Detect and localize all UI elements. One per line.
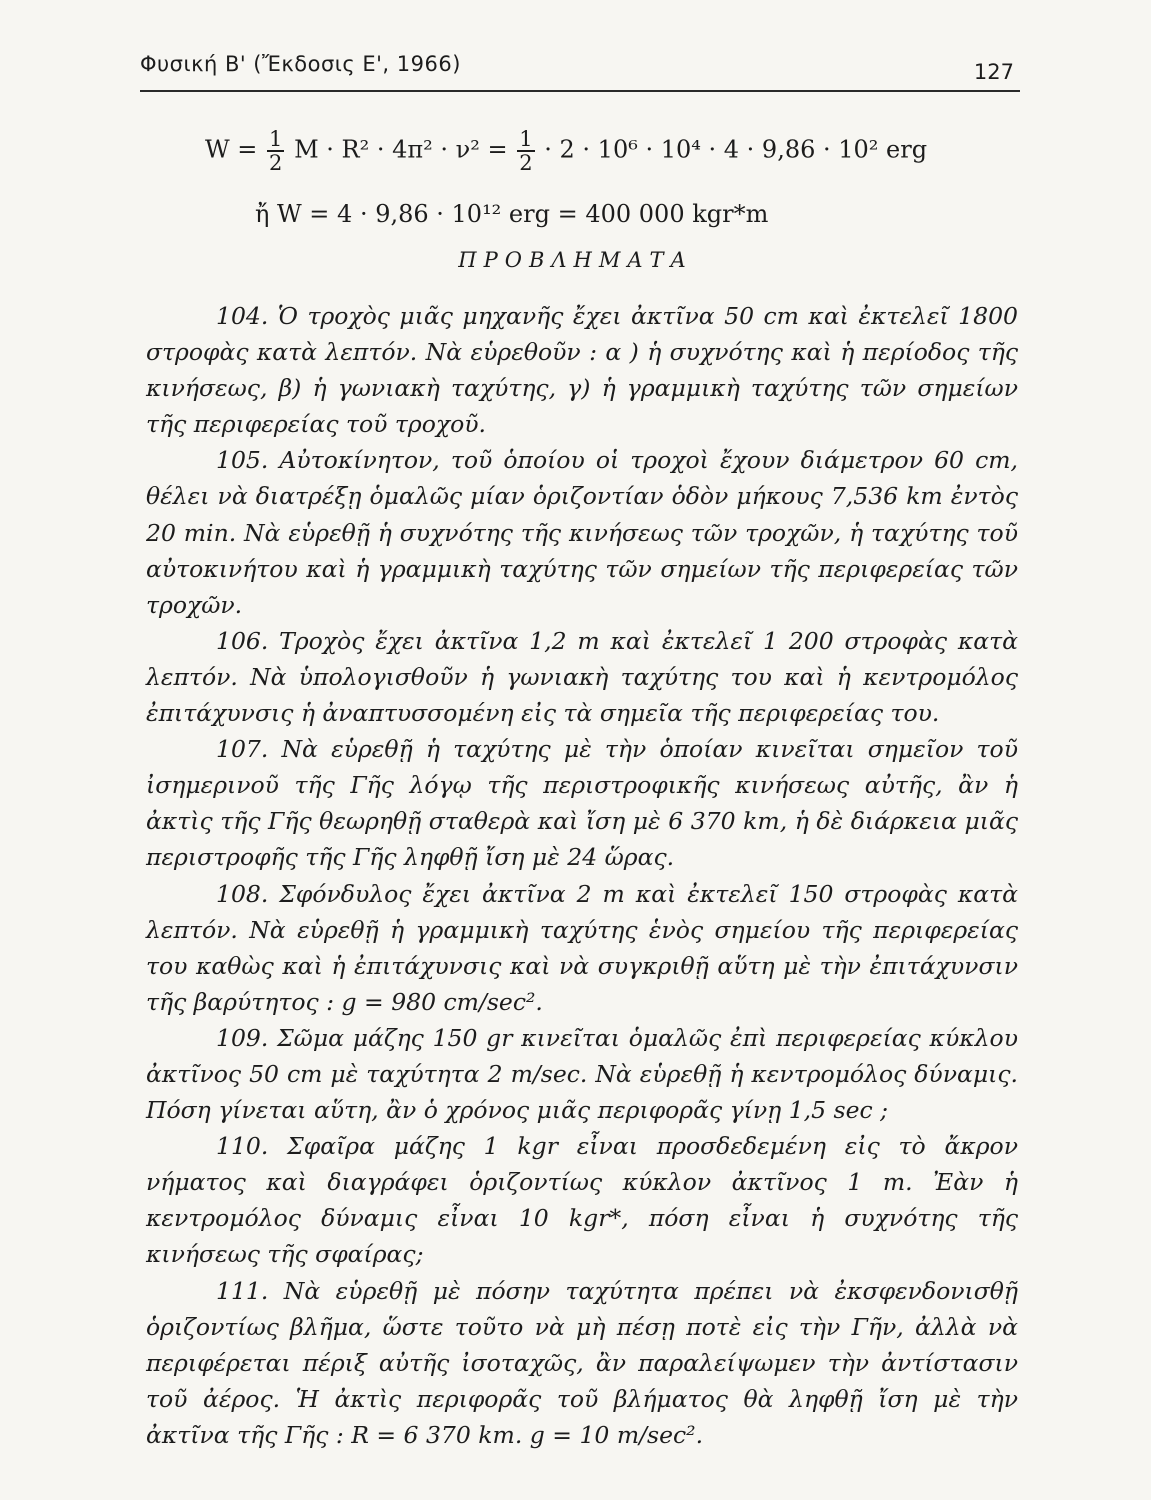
problem-item — [146, 1273, 1018, 1453]
running-title: Φυσική Β' (Ἔκδοσις Ε', 1966) — [140, 52, 461, 76]
problem-number: 111. — [216, 1276, 269, 1305]
problem-item — [146, 1020, 1018, 1128]
page-number: 127 — [973, 60, 1014, 84]
problem-number: 110. — [216, 1132, 269, 1161]
problem-item — [146, 442, 1018, 622]
problem-item — [146, 876, 1018, 1020]
formula-rhs: · 2 · 10⁶ · 10⁴ · 4 · 9,86 · 10² erg — [544, 135, 928, 164]
fraction-numerator: 1 — [269, 127, 283, 151]
problem-number: 106. — [216, 626, 269, 655]
fraction-one-half — [517, 128, 534, 174]
problem-text: Τροχὸς ἔχει ἀκτῖνα 1,2 m καὶ ἐκτελεῖ 1 200 στροφὰς κατὰ λεπτόν. Νὰ ὑπολογισθοῦν ἡ γωνιακὴ ταχύτης του καὶ ἡ κεντρομόλος ἐπιτάχυνσις ἡ ἀναπτυσσομένη εἰς τὰ σημεῖα τῆς περιφερείας του. — [146, 626, 1018, 728]
problem-text: Αὐτοκίνητον, τοῦ ὁποίου οἱ τροχοὶ ἔχουν διάμετρον 60 cm, θέλει νὰ διατρέξῃ ὁμαλῶς μίαν ὁριζοντίαν ὁδὸν μήκους 7,536 km ἐντὸς 20 min. Νὰ εὑρεθῇ ἡ συχνότης τῆς κινήσεως τῶν τροχῶν, ἡ ταχύτης τοῦ αὐτοκινήτου καὶ ἡ γραμμικὴ ταχύτης τῶν σημείων τῆς περιφερείας τῶν τροχῶν. — [146, 446, 1018, 619]
problem-text: Νὰ εὑρεθῇ ἡ ταχύτης μὲ τὴν ὁποίαν κινεῖται σημεῖον τοῦ ἰσημερινοῦ τῆς Γῆς λόγῳ τῆς περιστροφικῆς κινήσεως αὐτῆς, ἂν ἡ ἀκτὶς τῆς Γῆς θεωρηθῇ σταθερὰ καὶ ἴση μὲ 6 370 km, ἡ δὲ διάρκεια μιᾶς περιστροφῆς τῆς Γῆς ληφθῇ ἴση μὲ 24 ὥρας. — [146, 735, 1018, 872]
problems-list — [146, 298, 1018, 1453]
formula-energy-expression — [205, 128, 927, 174]
running-head — [140, 48, 1018, 88]
problem-item — [146, 623, 1018, 731]
problem-item — [146, 731, 1018, 875]
problem-text: Σῶμα μάζης 150 gr κινεῖται ὁμαλῶς ἐπὶ περιφερείας κύκλου ἀκτῖνος 50 cm μὲ ταχύτητα 2 m/sec. Νὰ εὑρεθῇ ἡ κεντρομόλος δύναμις. Πόση γίνεται αὕτη, ἂν ὁ χρόνος μιᾶς περιφορᾶς γίνῃ 1,5 sec ; — [146, 1023, 1018, 1125]
fraction-denominator: 2 — [269, 151, 283, 176]
problem-item — [146, 1128, 1018, 1272]
problem-number: 109. — [216, 1023, 269, 1052]
problem-text: Σφαῖρα μάζης 1 kgr εἶναι προσδεδεμένη εἰς τὸ ἄκρον νήματος καὶ διαγράφει ὁριζοντίως κύκλον ἀκτῖνος 1 m. Ἐὰν ἡ κεντρομόλος δύναμις εἶναι 10 kgr*, πόση εἶναι ἡ συχνότης τῆς κινήσεως τῆς σφαίρας; — [146, 1132, 1018, 1269]
formula-middle: M · R² · 4π² · ν² = — [294, 135, 508, 164]
problem-number: 108. — [216, 879, 269, 908]
section-heading: ΠΡΟΒΛΗΜΑΤΑ — [458, 248, 693, 272]
fraction-denominator: 2 — [519, 151, 533, 176]
problem-number: 105. — [216, 446, 269, 475]
fraction-one-half — [267, 128, 284, 174]
problem-text: Νὰ εὑρεθῇ μὲ πόσην ταχύτητα πρέπει νὰ ἐκσφενδονισθῇ ὁριζοντίως βλῆμα, ὥστε τοῦτο νὰ μὴ πέσῃ ποτὲ εἰς τὴν Γῆν, ἀλλὰ νὰ περιφέρεται πέριξ αὐτῆς ἰσοταχῶς, ἂν παραλείψωμεν τὴν ἀντίστασιν τοῦ ἀέρος. Ἡ ἀκτὶς περιφορᾶς τοῦ βλήματος θὰ ληφθῇ ἴση μὲ τὴν ἀκτῖνα τῆς Γῆς : R = 6 370 km. g = 10 m/sec². — [146, 1276, 1018, 1449]
fraction-numerator: 1 — [519, 127, 533, 151]
problem-number: 107. — [216, 735, 269, 764]
problem-text: Σφόνδυλος ἔχει ἀκτῖνα 2 m καὶ ἐκτελεῖ 150 στροφὰς κατὰ λεπτόν. Νὰ εὑρεθῇ ἡ γραμμικὴ ταχύτης ἑνὸς σημείου τῆς περιφερείας του καθὼς καὶ ἡ ἐπιτάχυνσις καὶ νὰ συγκριθῇ αὕτη μὲ τὴν ἐπιτάχυνσιν τῆς βαρύτητος : g = 980 cm/sec². — [146, 879, 1018, 1016]
header-rule — [140, 90, 1020, 92]
formula-energy-result: ἤ W = 4 · 9,86 · 10¹² erg = 400 000 kgr*m — [255, 200, 769, 228]
problem-text: Ὁ τροχὸς μιᾶς μηχανῆς ἔχει ἀκτῖνα 50 cm καὶ ἐκτελεῖ 1800 στροφὰς κατὰ λεπτόν. Νὰ εὑρεθοῦν : α ) ἡ συχνότης καὶ ἡ περίοδος τῆς κινήσεως, β) ἡ γωνιακὴ ταχύτης, γ) ἡ γραμμικὴ ταχύτης τῶν σημείων τῆς περιφερείας τοῦ τροχοῦ. — [146, 302, 1018, 439]
problem-number: 104. — [216, 302, 269, 330]
problem-item — [146, 298, 1018, 442]
formula-lhs: W = — [205, 135, 258, 164]
